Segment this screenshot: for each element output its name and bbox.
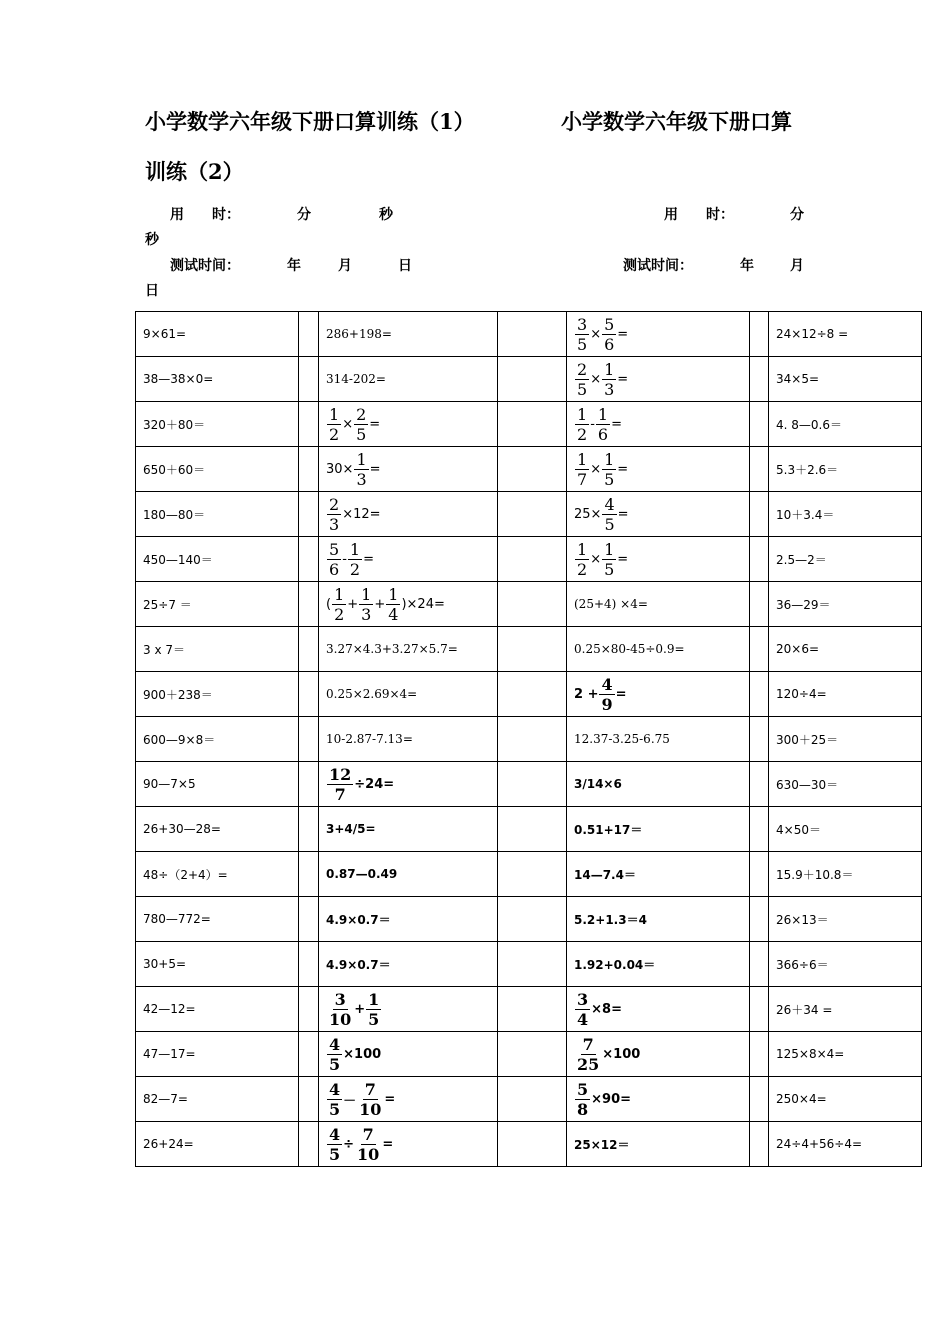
- cell-c2: $\frac{3}{10}$ + $\frac{1}{5}$: [319, 987, 498, 1032]
- fraction: $\frac{2}{3}$: [329, 494, 340, 534]
- cell-c1: 30+5=: [136, 942, 299, 987]
- time-used-label-right: 用 时：: [664, 207, 734, 223]
- answer-gap: [498, 582, 567, 627]
- answer-gap: [750, 717, 769, 762]
- answer-gap: [299, 717, 319, 762]
- fraction: $\frac{1}{5}$: [604, 449, 615, 489]
- table-row: [136, 312, 922, 357]
- cell-c1: 26+24=: [136, 1122, 299, 1167]
- answer-gap: [750, 1077, 769, 1122]
- answer-gap: [299, 672, 319, 717]
- cell-c3: 5.2+1.3＝4: [567, 897, 750, 942]
- answer-gap: [498, 717, 567, 762]
- answer-gap: [498, 1122, 567, 1167]
- answer-gap: [498, 807, 567, 852]
- cell-c4: 4×50＝: [769, 807, 922, 852]
- fraction: $\frac{5}{6}$: [329, 539, 340, 579]
- cell-c4: 630—30＝: [769, 762, 922, 807]
- cell-c4: 10＋3.4＝: [769, 492, 922, 537]
- cell-c4: 5.3＋2.6＝: [769, 447, 922, 492]
- answer-gap: [498, 672, 567, 717]
- cell-c2: $\frac{1}{2}$ × $\frac{2}{5}$ =: [319, 402, 498, 447]
- table-row: [136, 1122, 922, 1167]
- cell-c3: $\frac{7}{25}$ ×100: [567, 1032, 750, 1077]
- answer-gap: [750, 537, 769, 582]
- answer-gap: [299, 1122, 319, 1167]
- fraction: $\frac{1}{3}$: [356, 449, 367, 489]
- cell-c4: 26×13＝: [769, 897, 922, 942]
- cell-c2: 0.87—0.49: [319, 852, 498, 897]
- answer-gap: [299, 942, 319, 987]
- fraction: $\frac{1}{2}$: [349, 539, 361, 579]
- cell-c2: 10-2.87-7.13=: [319, 717, 498, 762]
- fraction: $\frac{1}{7}$: [577, 449, 588, 489]
- answer-gap: [498, 402, 567, 447]
- cell-c2: 314-202=: [319, 357, 498, 402]
- cell-c4: 24÷4+56÷4=: [769, 1122, 922, 1167]
- answer-gap: [498, 762, 567, 807]
- answer-gap: [498, 942, 567, 987]
- cell-c1: 90—7×5: [136, 762, 299, 807]
- answer-gap: [498, 357, 567, 402]
- cell-c1: 26+30—28=: [136, 807, 299, 852]
- fraction: $\frac{1}{2}$: [577, 404, 588, 444]
- answer-gap: [299, 582, 319, 627]
- fraction: $\frac{1}{2}$: [329, 404, 340, 444]
- table-row: [136, 537, 922, 582]
- answer-gap: [299, 402, 319, 447]
- year-label-left: 年: [287, 258, 301, 274]
- fraction: $\frac{4}{9}$: [601, 674, 613, 714]
- answer-gap: [299, 1077, 319, 1122]
- answer-gap: [299, 537, 319, 582]
- month-label-left: 月: [338, 258, 352, 274]
- cell-c1: 780—772=: [136, 897, 299, 942]
- fraction: $\frac{1}{6}$: [597, 404, 609, 444]
- table-row: [136, 897, 922, 942]
- cell-c3: 0.25×80-45÷0.9=: [567, 627, 750, 672]
- cell-c2: 3+4/5=: [319, 807, 498, 852]
- cell-c3: 0.51+17＝: [567, 807, 750, 852]
- answer-gap: [750, 852, 769, 897]
- table-row: [136, 942, 922, 987]
- table-row: [136, 402, 922, 447]
- cell-c2: $\frac{12}{7}$ ÷24=: [319, 762, 498, 807]
- cell-c1: 900＋238＝: [136, 672, 299, 717]
- cell-c2: ( $\frac{1}{2}$ + $\frac{1}{3}$ + $\frac{1}{4}$ )×24=: [319, 582, 498, 627]
- cell-c1: 180—80＝: [136, 492, 299, 537]
- table-row: [136, 717, 922, 762]
- second-label-left: 秒: [379, 207, 393, 223]
- table-row: [136, 762, 922, 807]
- answer-gap: [498, 987, 567, 1032]
- cell-c2: 0.25×2.69×4=: [319, 672, 498, 717]
- answer-gap: [498, 1032, 567, 1077]
- fraction: $\frac{4}{5}$: [604, 494, 615, 534]
- answer-gap: [750, 447, 769, 492]
- answer-gap: [750, 807, 769, 852]
- cell-c3: 3/14×6: [567, 762, 750, 807]
- table-row: [136, 1032, 922, 1077]
- cell-c4: 366÷6＝: [769, 942, 922, 987]
- fraction: $\frac{5}{8}$: [577, 1079, 589, 1119]
- answer-gap: [299, 1032, 319, 1077]
- test-time-label-right: 测试时间：: [623, 258, 693, 274]
- fraction: $\frac{1}{2}$: [334, 584, 345, 624]
- answer-gap: [299, 897, 319, 942]
- cell-c3: (25+4) ×4=: [567, 582, 750, 627]
- fraction: $\frac{1}{3}$: [604, 359, 615, 399]
- answer-gap: [750, 987, 769, 1032]
- fraction: $\frac{4}{5}$: [329, 1079, 341, 1119]
- time-used-label-left: 用 时：: [170, 207, 240, 223]
- cell-c3: $\frac{1}{2}$ - $\frac{1}{6}$ =: [567, 402, 750, 447]
- cell-c3: 2 + $\frac{4}{9}$ =: [567, 672, 750, 717]
- answer-gap: [750, 582, 769, 627]
- cell-c1: 42—12=: [136, 987, 299, 1032]
- answer-gap: [299, 627, 319, 672]
- cell-c2: $\frac{4}{5}$ － $\frac{7}{10}$ =: [319, 1077, 498, 1122]
- cell-c4: 2.5—2＝: [769, 537, 922, 582]
- answer-gap: [498, 1077, 567, 1122]
- cell-c4: 300＋25＝: [769, 717, 922, 762]
- answer-gap: [299, 987, 319, 1032]
- minute-label-left: 分: [297, 207, 311, 223]
- fraction: $\frac{1}{5}$: [604, 539, 615, 579]
- cell-c1: 3 x 7＝: [136, 627, 299, 672]
- cell-c2: $\frac{2}{3}$ ×12=: [319, 492, 498, 537]
- fraction: $\frac{4}{5}$: [329, 1034, 341, 1074]
- fraction: $\frac{7}{10}$: [359, 1079, 382, 1119]
- cell-c2: 3.27×4.3+3.27×5.7=: [319, 627, 498, 672]
- cell-c3: $\frac{1}{2}$ × $\frac{1}{5}$ =: [567, 537, 750, 582]
- day-label-right: 日: [145, 283, 159, 299]
- exercise-table: [135, 311, 922, 1167]
- cell-c4: 24×12÷8 =: [769, 312, 922, 357]
- cell-c1: 25÷7 ＝: [136, 582, 299, 627]
- answer-gap: [750, 672, 769, 717]
- cell-c2: 4.9×0.7＝: [319, 942, 498, 987]
- table-row: [136, 807, 922, 852]
- cell-c1: 47—17=: [136, 1032, 299, 1077]
- answer-gap: [299, 807, 319, 852]
- day-label-left: 日: [398, 258, 412, 274]
- answer-gap: [750, 312, 769, 357]
- table-row: [136, 627, 922, 672]
- answer-gap: [750, 942, 769, 987]
- cell-c1: 320＋80＝: [136, 402, 299, 447]
- answer-gap: [498, 627, 567, 672]
- answer-gap: [750, 897, 769, 942]
- fraction: $\frac{2}{5}$: [356, 404, 367, 444]
- table-row: [136, 447, 922, 492]
- cell-c2: 4.9×0.7＝: [319, 897, 498, 942]
- cell-c4: 34×5=: [769, 357, 922, 402]
- year-label-right: 年: [740, 258, 754, 274]
- answer-gap: [299, 492, 319, 537]
- cell-c2: 30× $\frac{1}{3}$ =: [319, 447, 498, 492]
- cell-c2: $\frac{4}{5}$ ÷ $\frac{7}{10}$ =: [319, 1122, 498, 1167]
- cell-c3: 12.37-3.25-6.75: [567, 717, 750, 762]
- answer-gap: [299, 447, 319, 492]
- title-right-continued: 训练（2）: [145, 159, 244, 184]
- cell-c1: 82—7=: [136, 1077, 299, 1122]
- cell-c3: $\frac{5}{8}$ ×90=: [567, 1077, 750, 1122]
- answer-gap: [750, 1032, 769, 1077]
- title-left: 小学数学六年级下册口算训练（1）: [145, 109, 475, 134]
- fraction: $\frac{7}{25}$: [577, 1034, 600, 1074]
- fraction: $\frac{3}{4}$: [577, 989, 589, 1029]
- fraction: $\frac{1}{4}$: [388, 584, 399, 624]
- fraction: $\frac{2}{5}$: [577, 359, 588, 399]
- cell-c1: 450—140＝: [136, 537, 299, 582]
- table-row: [136, 582, 922, 627]
- answer-gap: [299, 357, 319, 402]
- answer-gap: [299, 312, 319, 357]
- second-label-right: 秒: [145, 232, 159, 248]
- fraction: $\frac{1}{2}$: [577, 539, 588, 579]
- cell-c4: 26＋34 =: [769, 987, 922, 1032]
- cell-c4: 4. 8—0.6＝: [769, 402, 922, 447]
- answer-gap: [498, 447, 567, 492]
- month-label-right: 月: [790, 258, 804, 274]
- fraction: $\frac{7}{10}$: [357, 1124, 380, 1164]
- cell-c4: 250×4=: [769, 1077, 922, 1122]
- answer-gap: [750, 762, 769, 807]
- cell-c3: 14—7.4＝: [567, 852, 750, 897]
- cell-c2: 286+198=: [319, 312, 498, 357]
- table-row: [136, 357, 922, 402]
- fraction: $\frac{12}{7}$: [329, 764, 352, 804]
- table-row: [136, 672, 922, 717]
- answer-gap: [750, 402, 769, 447]
- cell-c4: 15.9＋10.8＝: [769, 852, 922, 897]
- table-row: [136, 492, 922, 537]
- table-row: [136, 987, 922, 1032]
- minute-label-right: 分: [790, 207, 804, 223]
- answer-gap: [498, 492, 567, 537]
- cell-c4: 125×8×4=: [769, 1032, 922, 1077]
- cell-c3: $\frac{3}{4}$ ×8=: [567, 987, 750, 1032]
- answer-gap: [498, 852, 567, 897]
- cell-c1: 38—38×0=: [136, 357, 299, 402]
- cell-c4: 20×6=: [769, 627, 922, 672]
- cell-c3: 25× $\frac{4}{5}$ =: [567, 492, 750, 537]
- answer-gap: [498, 897, 567, 942]
- table-row: [136, 852, 922, 897]
- answer-gap: [299, 762, 319, 807]
- cell-c2: $\frac{5}{6}$ - $\frac{1}{2}$ =: [319, 537, 498, 582]
- fraction: $\frac{1}{3}$: [361, 584, 372, 624]
- fraction: $\frac{1}{5}$: [368, 989, 380, 1029]
- test-time-label-left: 测试时间：: [170, 258, 240, 274]
- cell-c1: 9×61=: [136, 312, 299, 357]
- fraction: $\frac{3}{5}$: [577, 314, 588, 354]
- cell-c3: $\frac{2}{5}$ × $\frac{1}{3}$ =: [567, 357, 750, 402]
- answer-gap: [750, 1122, 769, 1167]
- cell-c3: $\frac{1}{7}$ × $\frac{1}{5}$ =: [567, 447, 750, 492]
- cell-c3: 25×12＝: [567, 1122, 750, 1167]
- cell-c1: 650＋60＝: [136, 447, 299, 492]
- cell-c3: 1.92+0.04＝: [567, 942, 750, 987]
- fraction: $\frac{3}{10}$: [329, 989, 352, 1029]
- cell-c3: $\frac{3}{5}$ × $\frac{5}{6}$ =: [567, 312, 750, 357]
- title-right: 小学数学六年级下册口算: [561, 109, 792, 134]
- cell-c2: $\frac{4}{5}$ ×100: [319, 1032, 498, 1077]
- cell-c1: 48÷（2+4）=: [136, 852, 299, 897]
- answer-gap: [750, 627, 769, 672]
- answer-gap: [750, 492, 769, 537]
- answer-gap: [498, 312, 567, 357]
- answer-gap: [750, 357, 769, 402]
- cell-c1: 600—9×8＝: [136, 717, 299, 762]
- cell-c4: 120÷4=: [769, 672, 922, 717]
- table-row: [136, 1077, 922, 1122]
- answer-gap: [299, 852, 319, 897]
- fraction: $\frac{5}{6}$: [604, 314, 615, 354]
- answer-gap: [498, 537, 567, 582]
- fraction: $\frac{4}{5}$: [329, 1124, 341, 1164]
- cell-c4: 36—29＝: [769, 582, 922, 627]
